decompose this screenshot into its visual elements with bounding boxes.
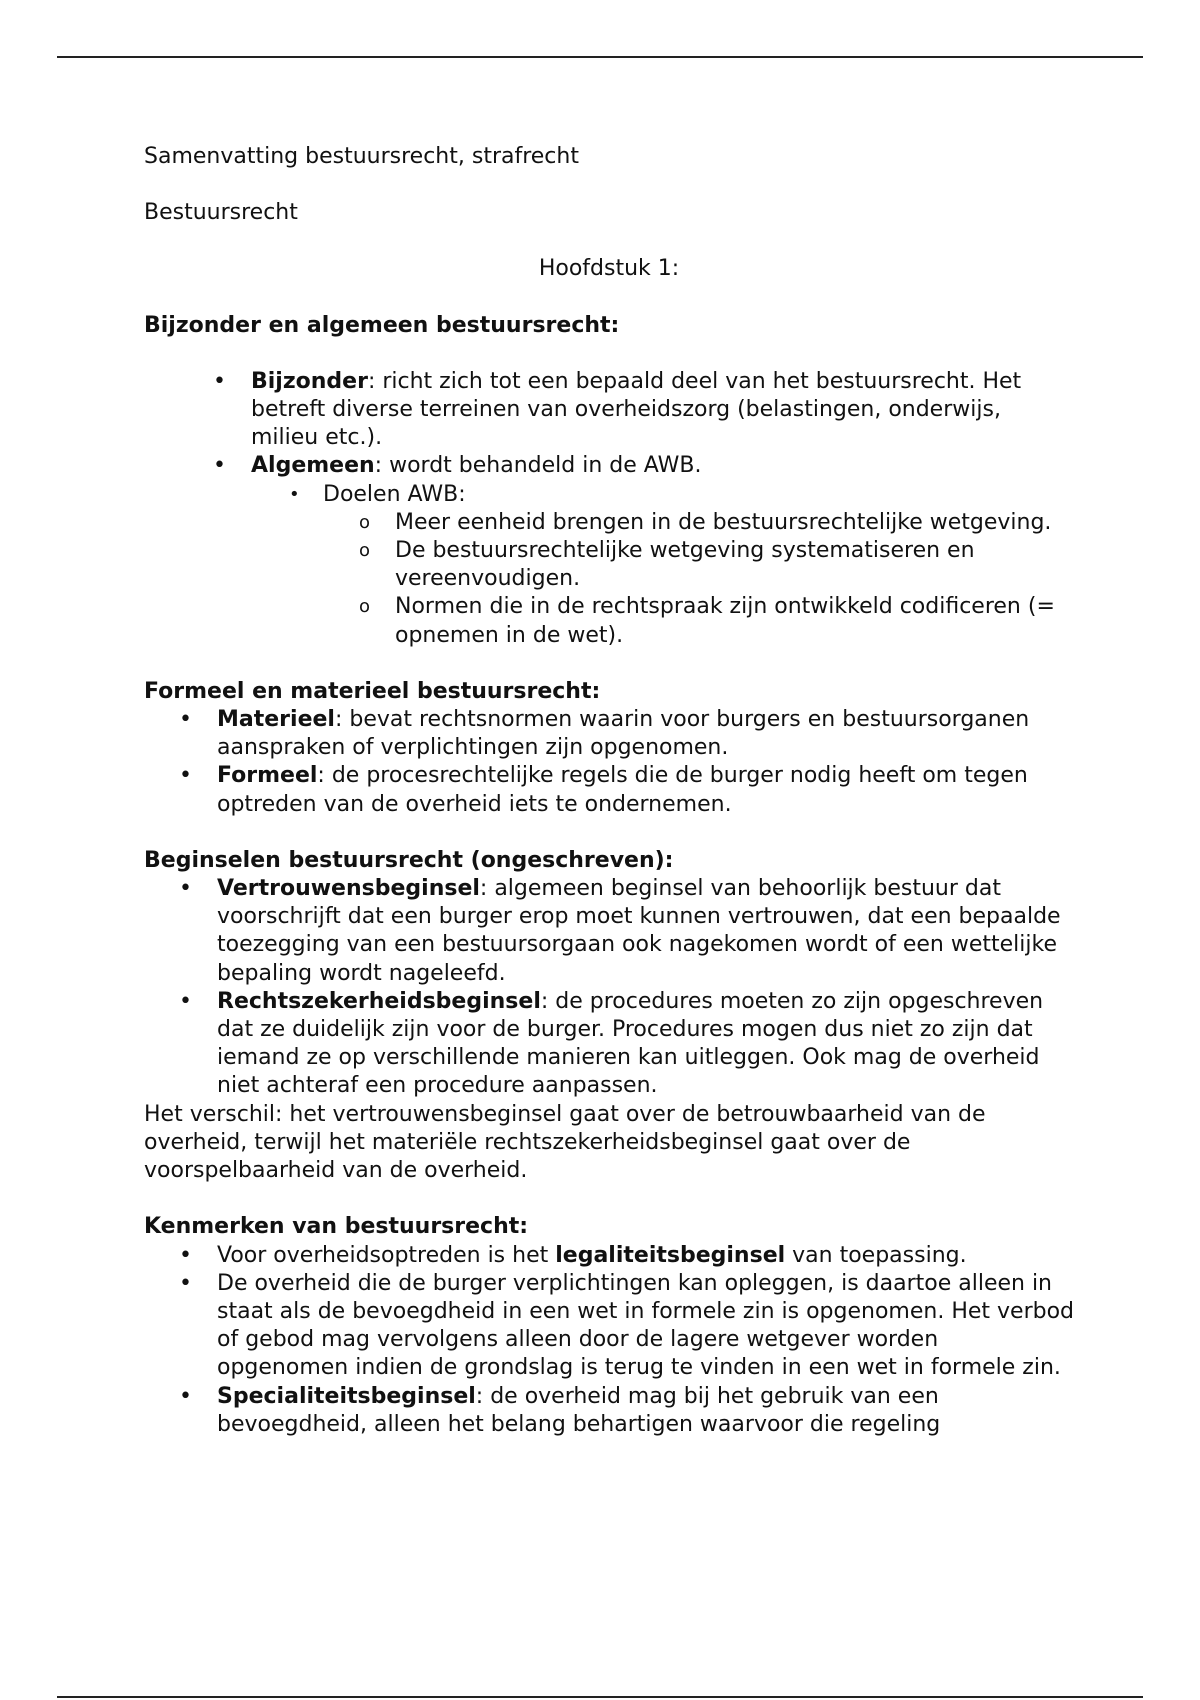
list-item	[217, 988, 1074, 1101]
term-rechtszekerheidsbeginsel: Rechtszekerheidsbeginsel	[217, 988, 541, 1014]
heading-formeel-materieel: Formeel en materieel bestuursrecht:	[144, 678, 601, 704]
difference-note: Het verschil: het vertrouwensbeginsel gaat over de betrouwbaarheid van de overheid, terwijl het materiële rechtszekerheidsbeginsel gaat over de voorspelbaarheid van de overheid.	[144, 1101, 986, 1184]
list-item	[251, 368, 1074, 453]
top-rule	[57, 56, 1143, 58]
kenmerk-1-post: van toepassing.	[785, 1242, 967, 1268]
definition-specialiteitsbeginsel: : de overheid mag bij het gebruik van een bevoegdheid, alleen het belang behartigen waarvoor die regeling	[217, 1383, 941, 1437]
awb-goal-item: o Meer eenheid brengen in de bestuursrechtelijke wetgeving.	[395, 509, 1074, 537]
list-item	[217, 1383, 1074, 1439]
term-materieel: Materieel	[217, 707, 335, 733]
definition-vertrouwensbeginsel: : algemeen beginsel van behoorlijk bestuur dat voorschrijft dat een burger erop moet kunnen vertrouwen, dat een bepaalde toezegging van een bestuursorgaan ook nagekomen wordt of een wettelijke bepaling wordt nageleefd.	[217, 876, 1061, 986]
list-item	[217, 706, 1074, 762]
list-item: • De overheid die de burger verplichtingen kan opleggen, is daartoe alleen in staat als de bevoegdheid in een wet in formele zin is opgenomen. Het verbod of gebod mag vervolgens alleen door de lagere wetgever worden opgenomen indien de grondslag is terug te vinden in een wet in formele zin.	[217, 1270, 1074, 1383]
list-beginselen	[144, 875, 1074, 1101]
list-item	[217, 762, 1074, 818]
section-title: Bestuursrecht	[144, 200, 298, 226]
list-formeel-materieel	[144, 706, 1074, 819]
list-item	[217, 875, 1074, 988]
definition-rechtszekerheidsbeginsel: : de procedures moeten zo zijn opgeschreven dat ze duidelijk zijn voor de burger. Procedures mogen dus niet zo zijn dat iemand ze op verschillende manieren kan uitleggen. Ook mag de overheid niet achteraf een procedure aanpassen.	[217, 988, 1044, 1099]
list-item	[217, 1242, 1074, 1270]
heading-kenmerken: Kenmerken van bestuursrecht:	[144, 1214, 529, 1240]
list-item	[323, 481, 1074, 650]
list-bijzonder-algemeen	[144, 368, 1074, 650]
list-item	[251, 452, 1074, 649]
term-legaliteitsbeginsel: legaliteitsbeginsel	[555, 1242, 786, 1268]
term-specialiteitsbeginsel: Specialiteitsbeginsel	[217, 1383, 476, 1409]
heading-bijzonder-algemeen: Bijzonder en algemeen bestuursrecht:	[144, 312, 620, 338]
kenmerk-1-pre: Voor overheidsoptreden is het	[217, 1242, 556, 1268]
sublist-awb	[251, 481, 1074, 650]
term-vertrouwensbeginsel: Vertrouwensbeginsel	[217, 876, 480, 902]
definition-bijzonder: : richt zich tot een bepaald deel van het bestuursrecht. Het betreft diverse terreinen van overheidszorg (belastingen, onderwijs, milieu etc.).	[251, 368, 1022, 451]
list-kenmerken	[144, 1242, 1074, 1439]
awb-goal-item: o Normen die in de rechtspraak zijn ontwikkeld codificeren (= opnemen in de wet).	[395, 593, 1074, 649]
chapter-title: Hoofdstuk 1:	[538, 256, 680, 282]
definition-materieel: : bevat rechtsnormen waarin voor burgers en bestuursorganen aanspraken of verplichtingen zijn opgenomen.	[217, 707, 1030, 761]
heading-beginselen: Beginselen bestuursrecht (ongeschreven):	[144, 847, 674, 873]
term-formeel: Formeel	[217, 763, 318, 789]
awb-goal-item: o De bestuursrechtelijke wetgeving systematiseren en vereenvoudigen.	[395, 537, 1074, 593]
document-title: Samenvatting bestuursrecht, strafrecht	[144, 144, 579, 169]
awb-goals-list	[323, 509, 1074, 650]
definition-algemeen: : wordt behandeld in de AWB.	[374, 453, 702, 479]
document-page	[144, 143, 1074, 1439]
term-bijzonder: Bijzonder	[251, 368, 368, 394]
term-algemeen: Algemeen	[251, 453, 375, 479]
bottom-rule	[57, 1696, 1143, 1698]
definition-formeel: : de procesrechtelijke regels die de burger nodig heeft om tegen optreden van de overheid iets te ondernemen.	[217, 763, 1028, 817]
awb-goals-label: Doelen AWB:	[323, 481, 466, 507]
